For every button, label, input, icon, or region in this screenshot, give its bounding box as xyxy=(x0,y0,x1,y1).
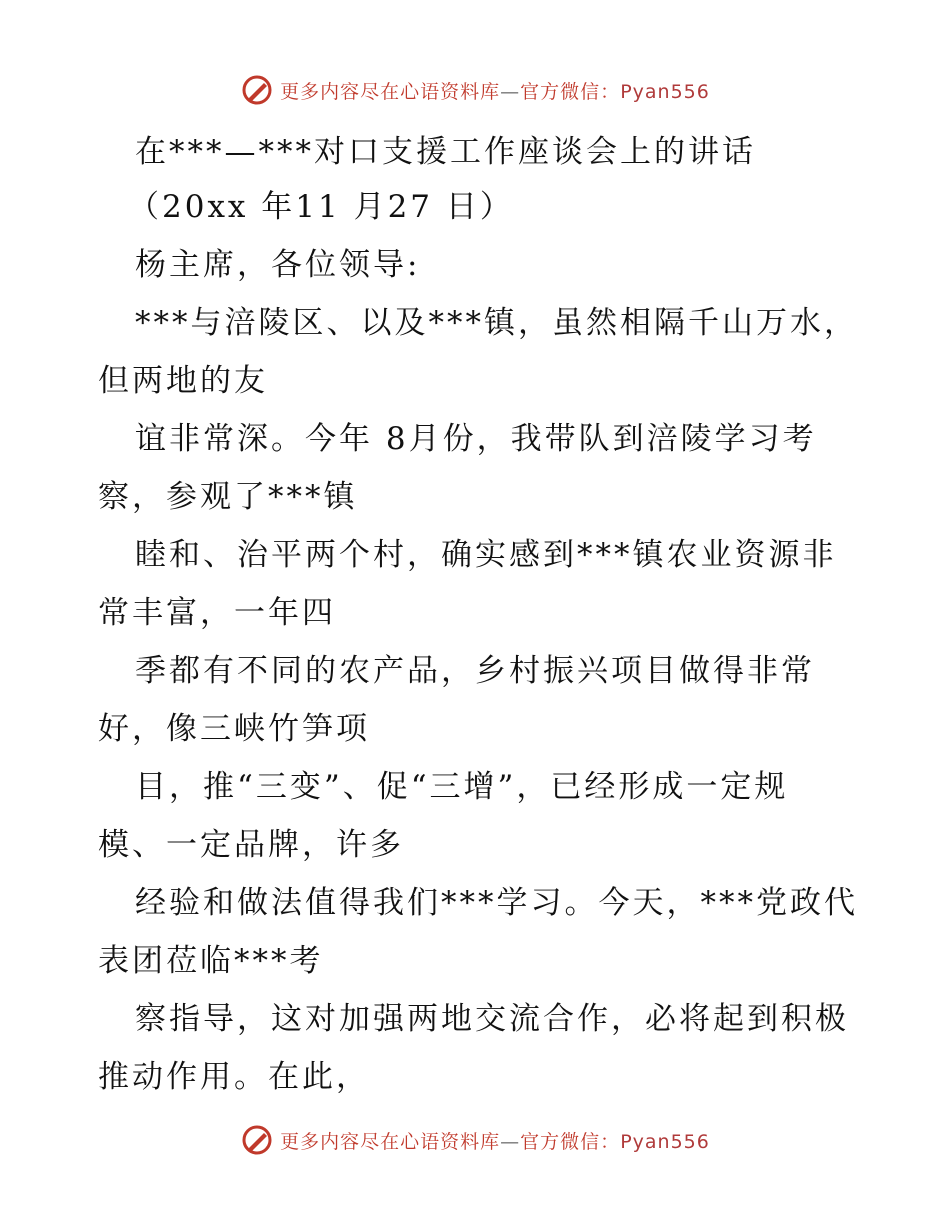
watermark-official: 官方微信： xyxy=(520,80,621,103)
paragraph-line: 察，参观了***镇 xyxy=(98,479,358,515)
paragraph-line: 谊非常深。今年 8月份，我带队到涪陵学习考 xyxy=(135,421,817,457)
paragraph-line: 目，推“三变”、促“三增”，已经形成一定规 xyxy=(135,769,789,805)
paragraph-line: 睦和、治平两个村，确实感到***镇农业资源非 xyxy=(135,537,837,573)
pen-logo-icon xyxy=(240,1123,274,1157)
watermark-text xyxy=(280,1127,710,1154)
paragraph-line: 经验和做法值得我们***学习。今天，***党政代 xyxy=(135,885,858,921)
watermark-account: Pyan556 xyxy=(620,80,710,103)
watermark-account: Pyan556 xyxy=(620,1130,710,1153)
document-title: 在***—***对口支援工作座谈会上的讲话 xyxy=(135,134,756,170)
watermark-official: 官方微信： xyxy=(520,1130,621,1153)
paragraph-line: 表团莅临***考 xyxy=(98,943,324,979)
paragraph-line: 察指导，这对加强两地交流合作，必将起到积极 xyxy=(135,1001,849,1037)
pen-logo-icon xyxy=(240,73,274,107)
watermark-main: 更多内容尽在心语资料库 xyxy=(280,1130,501,1153)
document-date: （20xx 年11 月27 日） xyxy=(128,189,514,225)
watermark-text xyxy=(280,77,710,104)
watermark-footer xyxy=(0,1120,950,1160)
watermark-dash: — xyxy=(500,1130,521,1153)
paragraph-line: ***与涪陵区、以及***镇，虽然相隔千山万水， xyxy=(135,305,858,341)
watermark-dash: — xyxy=(500,80,521,103)
paragraph-line: 模、一定品牌，许多 xyxy=(98,827,404,863)
paragraph-line: 但两地的友 xyxy=(98,363,268,399)
paragraph-line: 好，像三峡竹笋项 xyxy=(98,711,370,747)
watermark-header xyxy=(0,70,950,110)
paragraph-line: 常丰富，一年四 xyxy=(98,595,336,631)
watermark-main: 更多内容尽在心语资料库 xyxy=(280,80,501,103)
salutation: 杨主席，各位领导: xyxy=(135,247,421,283)
paragraph-line: 推动作用。在此， xyxy=(98,1059,370,1095)
paragraph-line: 季都有不同的农产品，乡村振兴项目做得非常 xyxy=(135,653,815,689)
